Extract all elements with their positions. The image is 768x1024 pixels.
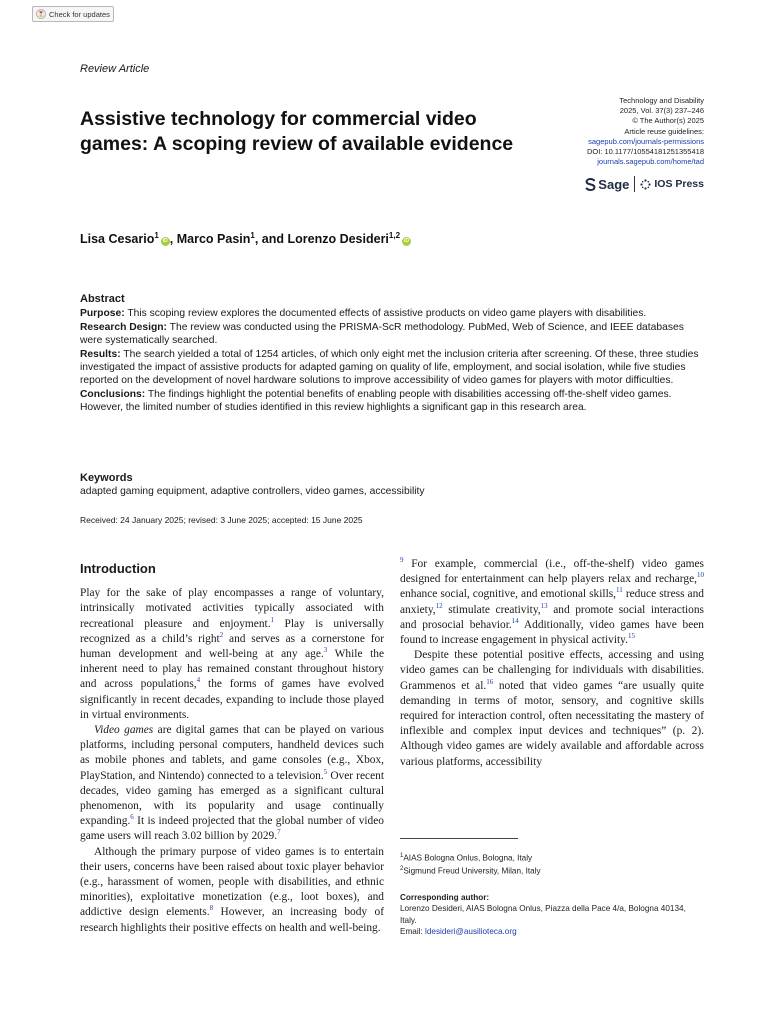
- author-name: Lisa Cesario: [80, 232, 155, 247]
- purpose-label: Purpose:: [80, 308, 125, 320]
- affiliation-1: $^1$AIAS Bologna Onlus, Bologna, Italy: [400, 853, 533, 863]
- intro-paragraph-4: Despite these potential positive effects, accessing and using video games can be challenging for individuals with disabilities. Grammenos et al.$^{16}$ noted that video games “are usually quite demanding in terms of motor, sensory, and cognitive skills required for interaction control, often necessitating the mastery of inflexible and complex input devices and techniques” (p. 2). Although video games are widely available and affordable across various platforms, accessibility: [400, 649, 704, 768]
- reuse-label: Article reuse guidelines:: [624, 126, 704, 136]
- author-affiliation: 1: [154, 231, 159, 240]
- citation-ref[interactable]: 16: [486, 677, 494, 686]
- journal-volume: 2025, Vol. 37(3) 237–246: [619, 106, 704, 116]
- article-title: Assistive technology for commercial video games: A scoping review of available evidence: [80, 108, 514, 155]
- intro-paragraph-2: Video games are digital games that can be played on various platforms, including personal computers, handheld devices such as mobile phones and tablets, and game consoles (e.g., Xbox, PlayStation, and Nintendo) connected to a television.$^5$ Over recent decades, video gaming has emerged as a significant cultural phenomenon, with its popularity and usage continually expanding.$^6$ It is indeed projected that the global number of video game users will reach 3.02 billion by 2029.$^7$: [80, 724, 384, 843]
- keywords-text: adapted gaming equipment, adaptive controllers, video games, accessibility: [80, 486, 425, 497]
- citation-ref[interactable]: 6: [130, 813, 134, 822]
- author-affiliation: 1,2: [388, 231, 401, 240]
- citation-ref[interactable]: 3: [323, 646, 328, 655]
- intro-paragraph-1: Play for the sake of play encompasses a range of voluntary, intrinsically motivated activities typically associated with recreational pleasure and enjoyment.$^1$ Play is universally recognized as a child’s right$^2$ and serves as a cornerstone for human development and well-being at any age.$^3$ While the inherent need to play has remained constant throughout history and across populations,$^4$ the forms of games have evolved significantly in recent decades, expanding to include those played in virtual environments.: [80, 587, 384, 721]
- design-label: Research Design:: [80, 321, 167, 333]
- article-type: Review Article: [80, 63, 150, 75]
- footnote-rule: [400, 838, 518, 839]
- article-dates: Received: 24 January 2025; revised: 3 June 2025; accepted: 15 June 2025: [80, 515, 363, 525]
- logo-divider: [634, 176, 635, 192]
- abstract: [80, 293, 704, 415]
- keywords-heading: Keywords: [80, 472, 133, 484]
- citation-ref[interactable]: 5: [323, 767, 328, 776]
- citation-ref[interactable]: 9: [400, 556, 404, 565]
- footnotes: [400, 838, 704, 938]
- abstract-design: [80, 321, 704, 348]
- doi[interactable]: DOI: 10.1177/10554181251355418: [586, 147, 704, 157]
- affiliation-2: $^2$Sigmund Freud University, Milan, Italy: [400, 866, 541, 877]
- introduction-heading: Introduction: [80, 561, 156, 576]
- author-name: Lorenzo Desideri: [287, 232, 389, 247]
- citation-ref[interactable]: 13: [540, 601, 548, 610]
- email-link[interactable]: ldesideri@ausilioteca.org: [425, 927, 517, 937]
- author-affiliation: 1: [250, 231, 255, 240]
- design-text: The review was conducted using the PRISMA-ScR methodology. PubMed, Web of Science, and IEEE databases were systematically searched.: [80, 321, 684, 347]
- permissions-link[interactable]: sagepub.com/journals-permissions: [588, 136, 704, 146]
- intro-paragraph-3: $^9$ For example, commercial (i.e., off-the-shelf) video games designed for entertainment can help players relax and recharge,$^{10}$ enhance social, cognitive, and emotional skills,$^{11}$ reduce stress and anxiety,$^{12}$ stimulate creativity,$^{13}$ and promote social interactions and prosocial behavior.$^{14}$ Additionally, video games have been found to increase engagement in physical activity.$^{15}$: [400, 556, 704, 647]
- citation-ref[interactable]: 2: [219, 631, 224, 640]
- author-name: Marco Pasin: [176, 232, 251, 247]
- sage-s-icon: [585, 178, 596, 191]
- crossmark-icon: [36, 9, 46, 19]
- corresponding-author-address: Lorenzo Desideri, AIAS Bologna Onlus, Piazza della Pace 4/a, Bologna 40134, Italy.: [400, 904, 686, 925]
- abstract-conclusions: [80, 388, 704, 415]
- journal-info: [484, 96, 704, 167]
- results-label: Results:: [80, 348, 121, 360]
- ios-press-dots-icon: [640, 179, 651, 190]
- ios-press-label: IOS Press: [654, 178, 704, 190]
- corresponding-author-email-line: Email: ldesideri@ausilioteca.org: [400, 927, 517, 937]
- keywords: [80, 471, 704, 499]
- author-separator: ,: [169, 232, 177, 247]
- orcid-icon[interactable]: iD: [404, 238, 410, 245]
- citation-ref[interactable]: 1: [270, 615, 275, 624]
- citation-ref[interactable]: 4: [196, 676, 201, 685]
- ios-press-logo: [640, 178, 704, 190]
- author-separator: , and: [254, 232, 288, 247]
- sage-label: Sage: [598, 176, 630, 192]
- author-list: [80, 231, 411, 246]
- conclusions-label: Conclusions:: [80, 388, 146, 400]
- term-video-games: Video games: [94, 724, 154, 737]
- sage-logo: [585, 177, 629, 192]
- corresponding-author-heading: Corresponding author:: [400, 892, 490, 902]
- conclusions-text: The findings highlight the potential benefits of enabling people with disabilities accessing off-the-shelf video games. However, the limited number of studies identified in this review highlights a significant gap in this research area.: [80, 388, 672, 414]
- citation-ref[interactable]: 7: [277, 828, 281, 837]
- check-for-updates-button[interactable]: [32, 6, 114, 22]
- citation-ref[interactable]: 12: [435, 601, 443, 610]
- orcid-icon[interactable]: iD: [162, 238, 168, 245]
- citation-ref[interactable]: 10: [697, 571, 704, 580]
- citation-ref[interactable]: 11: [616, 586, 623, 595]
- body-column-right: [400, 557, 704, 770]
- purpose-text: This scoping review explores the documented effects of assistive products on video game players with disabilities.: [124, 308, 647, 320]
- journal-name: Technology and Disability: [619, 96, 704, 105]
- citation-ref[interactable]: 15: [627, 632, 635, 641]
- journal-copyright: © The Author(s) 2025: [632, 116, 704, 126]
- citation-ref[interactable]: 8: [209, 904, 214, 913]
- publisher-logos: [585, 176, 704, 192]
- abstract-results: [80, 348, 704, 388]
- abstract-purpose: [80, 307, 704, 320]
- results-text: The search yielded a total of 1254 articles, of which only eight met the inclusion criteria after screening. Of these, three studies investigated the impact of assistive products for adapted gaming on quality of life, employment, and social isolation, while five studies reported on the development of novel hardware solutions to improve accessibility of video games for players with motor difficulties.: [80, 348, 699, 387]
- intro-paragraph-3: Although the primary purpose of video games is to entertain their users, concerns have been raised about toxic player behavior (e.g., harassment of women, people with disabilities, and ethnic minorities), exploitative monetization (e.g., loot boxes), and addictive design elements.$^8$ However, an increasing body of research highlights their positive effects on health and well-being.: [80, 845, 384, 934]
- body-column-left: [80, 557, 384, 936]
- abstract-heading: Abstract: [80, 293, 125, 305]
- citation-ref[interactable]: 14: [511, 617, 519, 626]
- check-for-updates-label: Check for updates: [49, 9, 110, 19]
- journal-home-link[interactable]: journals.sagepub.com/home/tad: [597, 157, 704, 167]
